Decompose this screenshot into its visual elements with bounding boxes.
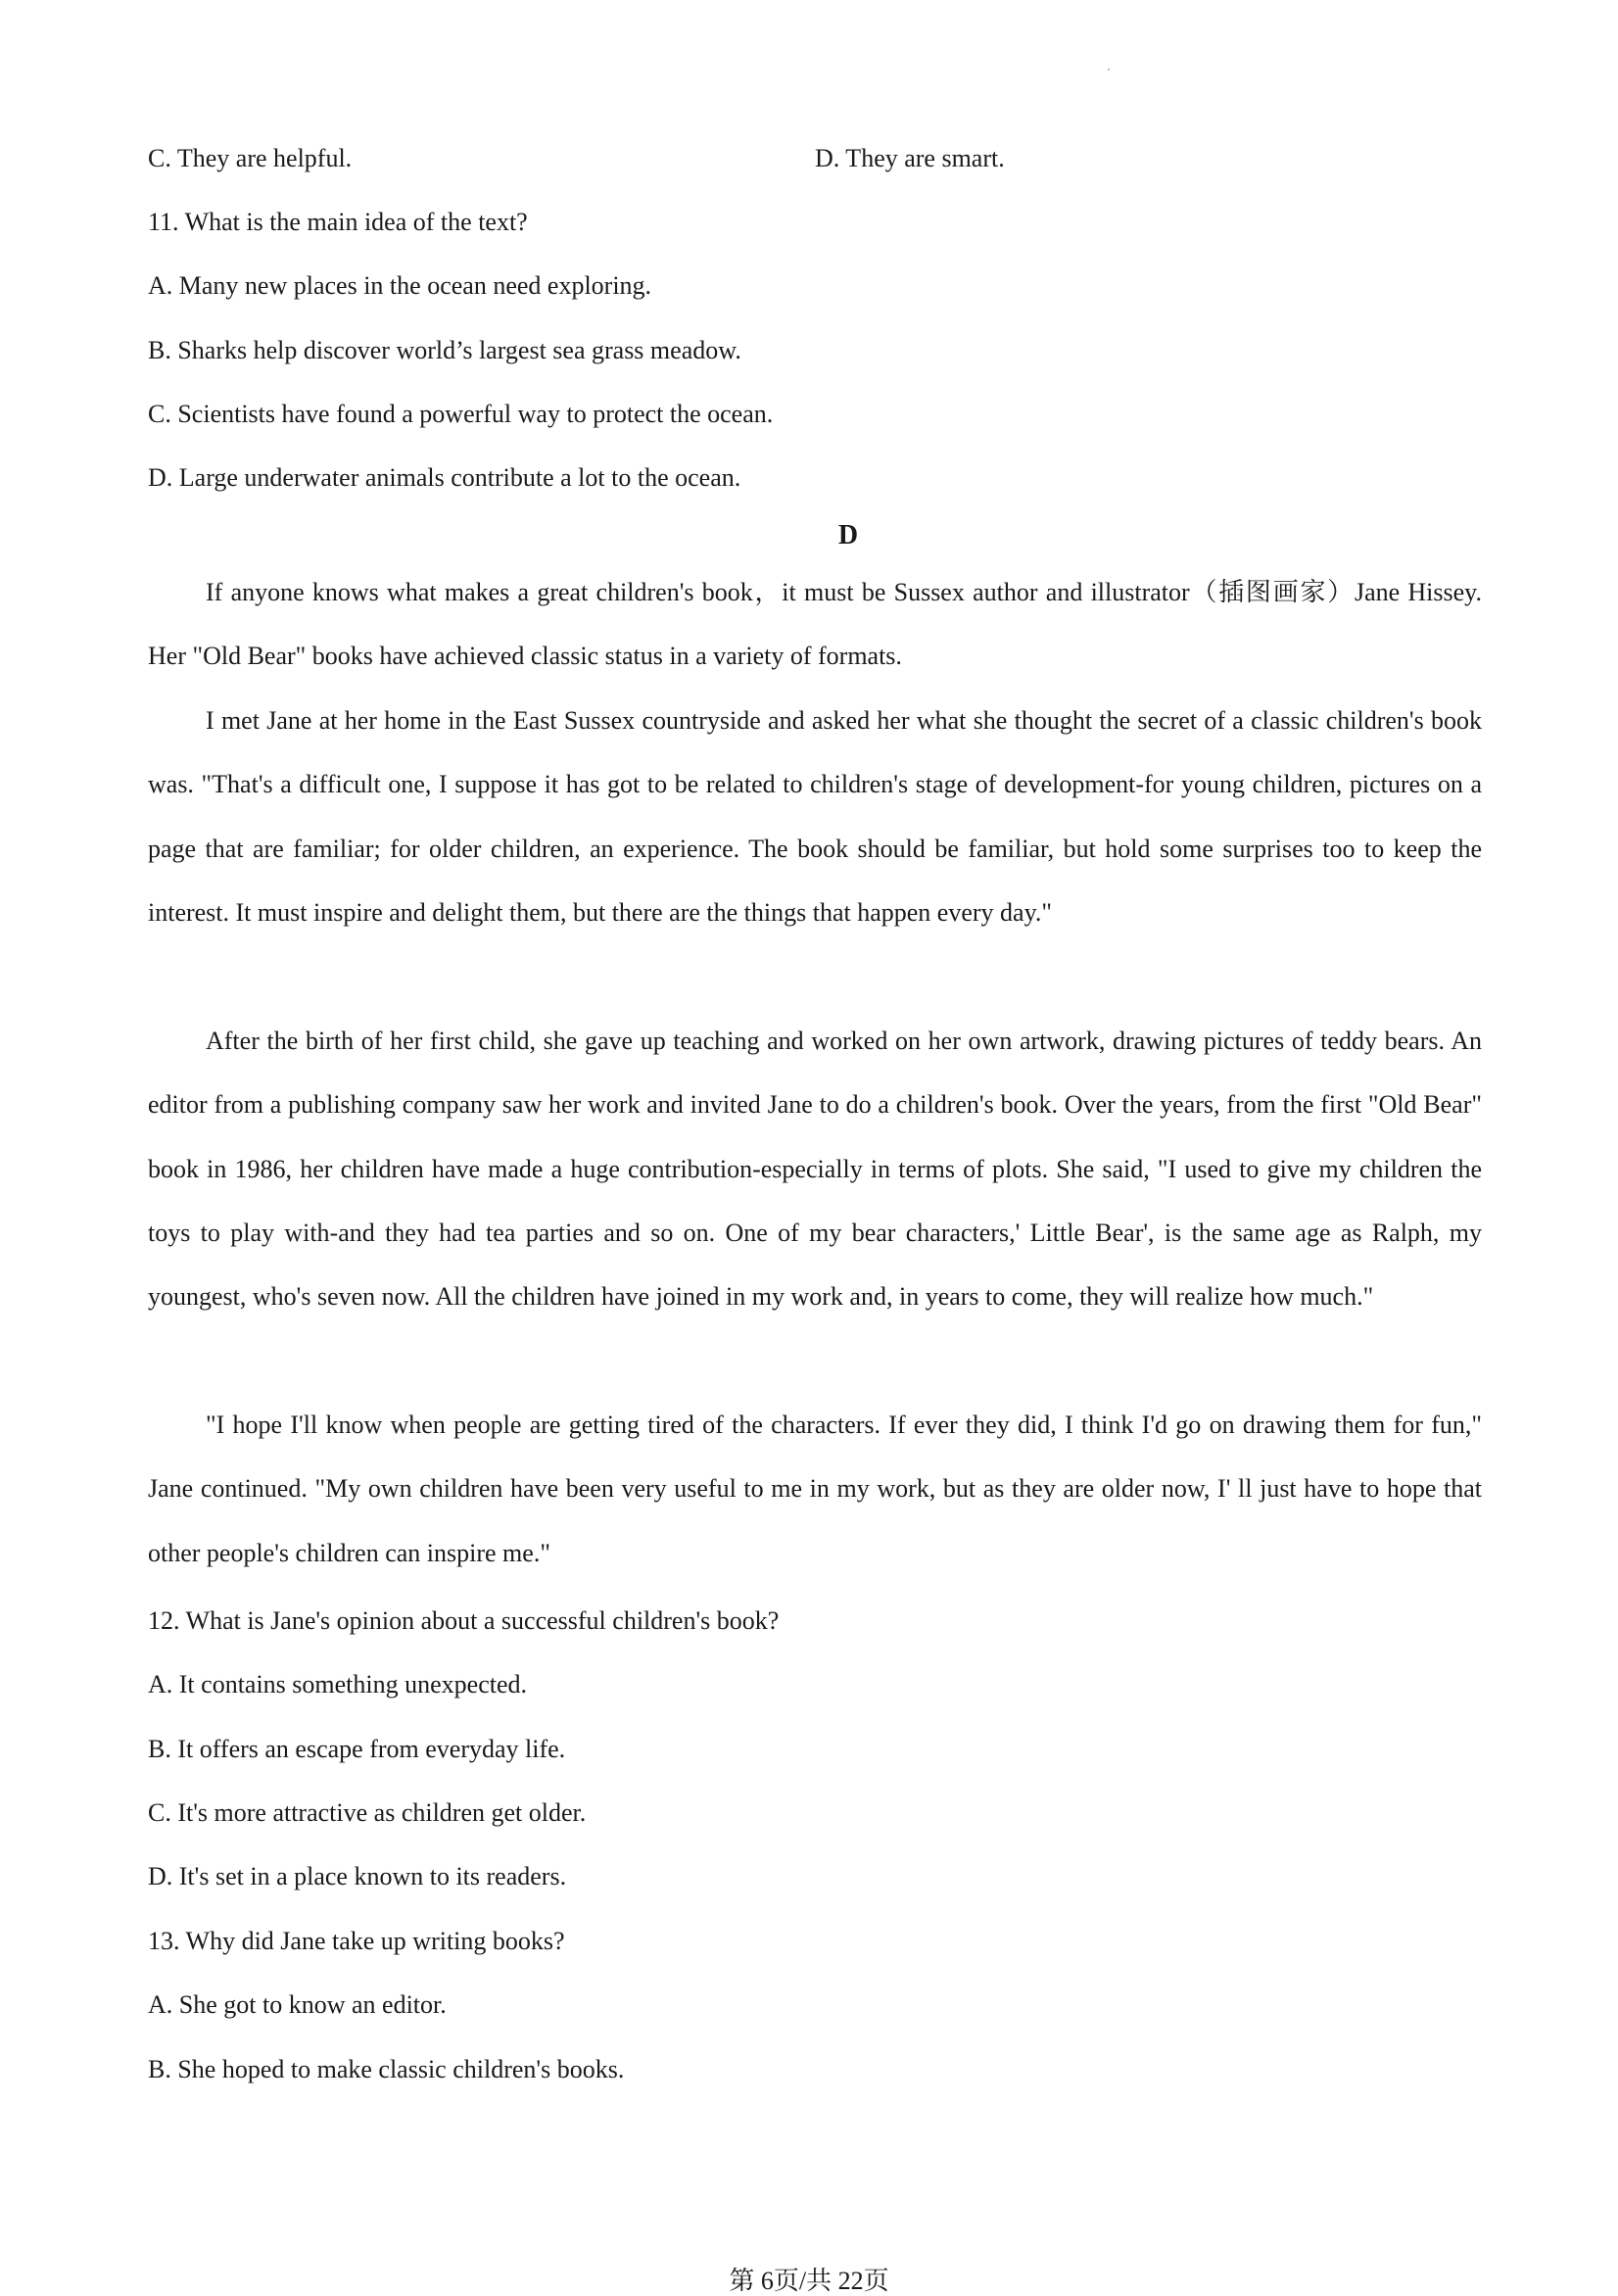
- scan-speck: [1108, 69, 1110, 71]
- q11-option-d: D. Large underwater animals contribute a lot to the ocean.: [148, 463, 741, 492]
- q12-question: 12. What is Jane's opinion about a successful children's book?: [148, 1606, 780, 1635]
- q12-option-c: C. It's more attractive as children get older.: [148, 1798, 587, 1827]
- page-number-footer: 第 6页/共 22页: [729, 2267, 889, 2295]
- q12-option-a: A. It contains something unexpected.: [148, 1670, 528, 1698]
- q12-option-b: B. It offers an escape from everyday life.: [148, 1735, 566, 1763]
- passage-paragraph-1: If anyone knows what makes a great children's book，it must be Sussex author and illustrator（插图画家）Jane Hissey. Her "Old Bear" books have achieved classic status in a variety of formats.: [148, 578, 1482, 671]
- q11-option-b: B. Sharks help discover world’s largest sea grass meadow.: [148, 336, 741, 364]
- passage-paragraph-3: After the birth of her first child, she gave up teaching and worked on her own artwork, drawing pictures of teddy bears. An editor from a publishing company saw her work and invited Jane to do a children's book. Over the years, from the first "Old Bear" book in 1986, her children have made a huge contribution-especially in terms of plots. She said, "I used to give my children the toys to play with-and they had tea parties and so on. One of my bear characters,' Little Bear', is the same age as Ralph, my youngest, who's seven now. All the children have joined in my work and, in years to come, they will realize how much.": [148, 1027, 1482, 1312]
- passage-paragraph-2: I met Jane at her home in the East Sussex countryside and asked her what she thought the secret of a classic children's book was. "That's a difficult one, I suppose it has got to be related to children's stage of development-for young children, pictures on a page that are familiar; for older children, an experience. The book should be familiar, but hold some surprises too to keep the interest. It must inspire and delight them, but there are the things that happen every day.": [148, 706, 1482, 927]
- passage-paragraph-4: "I hope I'll know when people are getting tired of the characters. If ever they did, I think I'd go on drawing them for fun," Jane continued. "My own children have been very useful to me in my work, but as they are older now, I' ll just have to hope that other people's children can inspire me.": [148, 1411, 1482, 1567]
- q10-option-d: D. They are smart.: [815, 144, 1005, 172]
- section-title: D: [837, 520, 859, 550]
- q11-option-c: C. Scientists have found a powerful way to protect the ocean.: [148, 400, 774, 428]
- q10-option-c: C. They are helpful.: [148, 144, 353, 172]
- q11-question: 11. What is the main idea of the text?: [148, 208, 528, 236]
- q13-option-b: B. She hoped to make classic children's books.: [148, 2055, 625, 2083]
- q13-question: 13. Why did Jane take up writing books?: [148, 1927, 565, 1955]
- q11-option-a: A. Many new places in the ocean need exploring.: [148, 271, 652, 300]
- q13-option-a: A. She got to know an editor.: [148, 1990, 447, 2019]
- q12-option-d: D. It's set in a place known to its readers.: [148, 1862, 567, 1890]
